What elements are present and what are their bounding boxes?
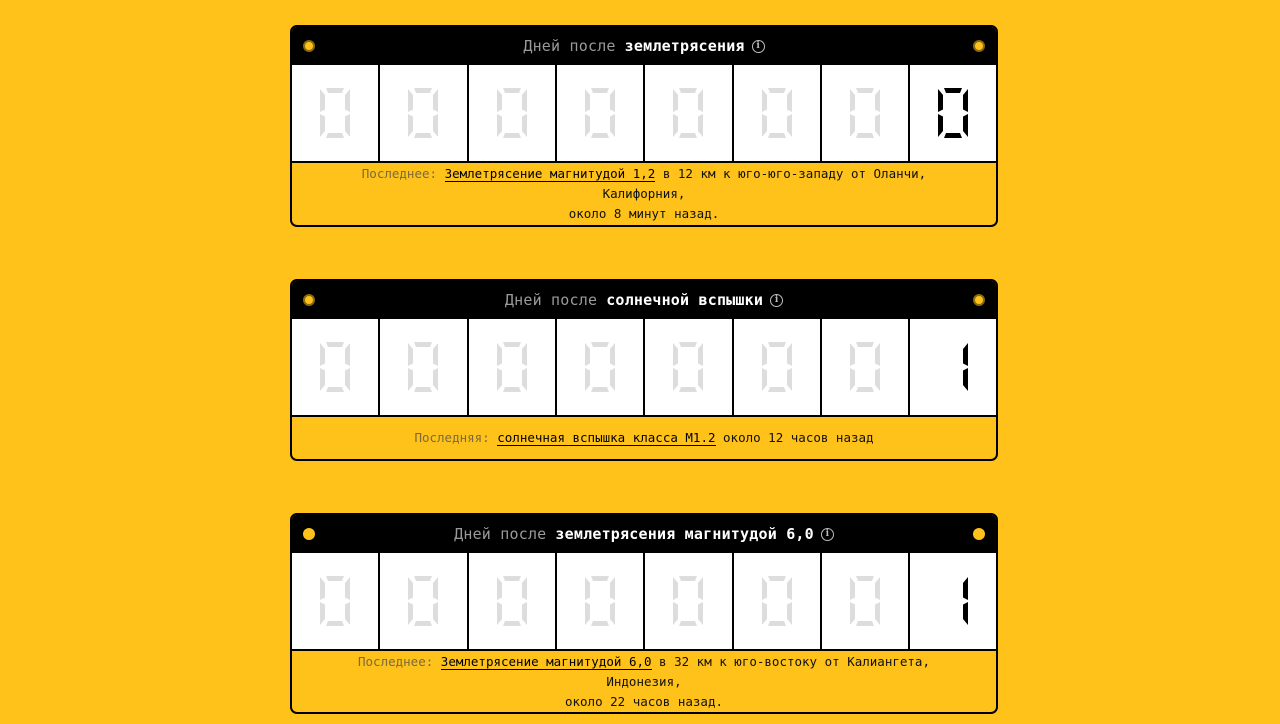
- digit-segment: [503, 342, 521, 347]
- digit-segment: [433, 114, 438, 137]
- digit-segment: [345, 602, 350, 625]
- digit-cell: [645, 65, 731, 161]
- digit-segment: [497, 368, 502, 391]
- digit-segment: [938, 114, 943, 137]
- board-footer: [292, 417, 996, 459]
- digit-segment: [787, 577, 792, 600]
- digit-segment: [414, 133, 432, 138]
- digit-segment: [762, 114, 767, 137]
- digit-segment: [762, 343, 767, 366]
- digit-cell: [822, 553, 908, 649]
- digit-segment: [497, 89, 502, 112]
- digit-segment: [326, 342, 344, 347]
- seven-segment-digit: [315, 85, 355, 141]
- digit-segment: [610, 343, 615, 366]
- digit-segment: [679, 342, 697, 347]
- digit-segment: [850, 577, 855, 600]
- counter-board-earthquake: [290, 25, 998, 227]
- digit-cell: [292, 319, 378, 415]
- seven-segment-digit: [845, 85, 885, 141]
- digit-segment: [345, 89, 350, 112]
- digit-segment: [963, 368, 968, 391]
- seven-segment-digit: [580, 573, 620, 629]
- digit-cell: [380, 553, 466, 649]
- digit-segment: [875, 577, 880, 600]
- digit-segment: [856, 133, 874, 138]
- digit-segment: [503, 133, 521, 138]
- digit-segment: [850, 602, 855, 625]
- digit-segment: [850, 89, 855, 112]
- seven-segment-digit: [492, 573, 532, 629]
- digit-segment: [408, 114, 413, 137]
- counter-board-solar-flare: [290, 279, 998, 461]
- seven-segment-digit: [315, 339, 355, 395]
- seven-segment-digit: [757, 339, 797, 395]
- digit-segment: [856, 342, 874, 347]
- digit-segment: [679, 387, 697, 392]
- digit-segment: [787, 343, 792, 366]
- digit-cell: [910, 553, 996, 649]
- board-title-prefix: Дней после: [454, 525, 547, 543]
- digit-segment: [326, 133, 344, 138]
- digit-segment: [610, 89, 615, 112]
- seven-segment-digit: [845, 573, 885, 629]
- digit-segment: [320, 89, 325, 112]
- board-title: солнечной вспышки: [606, 291, 764, 309]
- digit-segment: [503, 621, 521, 626]
- digit-segment: [850, 343, 855, 366]
- digit-segment: [963, 89, 968, 112]
- digit-segment: [591, 387, 609, 392]
- digit-segment: [414, 88, 432, 93]
- digit-segment: [345, 114, 350, 137]
- board-title-prefix: Дней после: [504, 291, 598, 309]
- digit-segment: [433, 577, 438, 600]
- digit-segment: [673, 577, 678, 600]
- info-icon[interactable]: i: [752, 40, 765, 53]
- digit-segment: [408, 602, 413, 625]
- digit-segment: [414, 342, 432, 347]
- digit-segment: [320, 114, 325, 137]
- digit-cell: [292, 553, 378, 649]
- digit-segment: [673, 89, 678, 112]
- digit-segment: [320, 577, 325, 600]
- digit-segment: [673, 602, 678, 625]
- digit-segment: [679, 88, 697, 93]
- digit-segment: [433, 89, 438, 112]
- digit-segment: [679, 621, 697, 626]
- digit-segment: [591, 88, 609, 93]
- screw-icon: [303, 40, 315, 52]
- digit-segment: [408, 89, 413, 112]
- digit-cell: [557, 319, 643, 415]
- digit-segment: [326, 88, 344, 93]
- digit-cell: [645, 319, 731, 415]
- digit-segment: [408, 577, 413, 600]
- digit-display: [292, 65, 996, 163]
- digit-segment: [787, 368, 792, 391]
- digit-cell: [822, 65, 908, 161]
- screw-icon: [973, 40, 985, 52]
- footer-label: Последнее:: [361, 166, 438, 181]
- footer-label: Последнее:: [358, 653, 434, 669]
- digit-segment: [610, 577, 615, 600]
- latest-event-link[interactable]: Землетрясение магнитудой 1,2: [444, 166, 656, 181]
- seven-segment-digit: [580, 85, 620, 141]
- seven-segment-digit: [845, 339, 885, 395]
- digit-segment: [414, 621, 432, 626]
- digit-segment: [768, 342, 786, 347]
- digit-segment: [875, 114, 880, 137]
- board-footer: [292, 163, 996, 225]
- digit-segment: [875, 343, 880, 366]
- digit-cell: [910, 319, 996, 415]
- digit-segment: [497, 114, 502, 137]
- latest-event-link[interactable]: солнечная вспышка класса M1.2: [497, 430, 716, 445]
- digit-segment: [768, 133, 786, 138]
- digit-segment: [591, 133, 609, 138]
- digit-segment: [610, 114, 615, 137]
- digit-segment: [522, 577, 527, 600]
- digit-segment: [698, 89, 703, 112]
- screw-icon: [303, 294, 315, 306]
- digit-segment: [679, 576, 697, 581]
- digit-cell: [734, 65, 820, 161]
- seven-segment-digit: [933, 573, 973, 629]
- footer-text: в 32 км к юго-востоку от Калиангета, Индонезия,: [606, 653, 930, 689]
- digit-segment: [856, 88, 874, 93]
- board-title: землетрясения: [624, 37, 745, 55]
- seven-segment-digit: [580, 339, 620, 395]
- seven-segment-digit: [492, 85, 532, 141]
- board-header: [292, 27, 996, 65]
- board-title-prefix: Дней после: [523, 37, 616, 55]
- digit-cell: [380, 65, 466, 161]
- digit-cell: [557, 65, 643, 161]
- seven-segment-digit: [668, 339, 708, 395]
- digit-segment: [503, 88, 521, 93]
- seven-segment-digit: [492, 339, 532, 395]
- digit-segment: [944, 133, 962, 138]
- latest-event-link[interactable]: Землетрясение магнитудой 6,0: [440, 653, 652, 669]
- digit-segment: [963, 343, 968, 366]
- digit-segment: [433, 368, 438, 391]
- board-title: землетрясения магнитудой 6,0: [555, 525, 814, 543]
- digit-segment: [345, 368, 350, 391]
- digit-segment: [963, 602, 968, 625]
- digit-segment: [585, 114, 590, 137]
- digit-cell: [469, 65, 555, 161]
- footer-time: около 22 часов назад.: [564, 693, 724, 709]
- board-header: [292, 515, 996, 553]
- digit-segment: [768, 88, 786, 93]
- digit-segment: [522, 89, 527, 112]
- digit-segment: [875, 89, 880, 112]
- seven-segment-digit: [668, 85, 708, 141]
- digit-segment: [698, 368, 703, 391]
- digit-segment: [768, 576, 786, 581]
- screw-icon: [973, 528, 985, 540]
- info-icon[interactable]: i: [770, 294, 783, 307]
- digit-segment: [585, 343, 590, 366]
- digit-segment: [679, 133, 697, 138]
- digit-segment: [762, 602, 767, 625]
- digit-segment: [591, 342, 609, 347]
- footer-text: в 12 км к юго-юго-западу от Оланчи, Калифорния,: [602, 166, 927, 201]
- digit-segment: [698, 343, 703, 366]
- digit-display: [292, 319, 996, 417]
- seven-segment-digit: [403, 339, 443, 395]
- footer-label: Последняя:: [414, 430, 490, 445]
- digit-cell: [469, 553, 555, 649]
- board-footer: [292, 651, 996, 712]
- digit-segment: [326, 387, 344, 392]
- digit-cell: [910, 65, 996, 161]
- digit-segment: [856, 576, 874, 581]
- digit-segment: [497, 602, 502, 625]
- digit-segment: [850, 114, 855, 137]
- digit-cell: [292, 65, 378, 161]
- board-header: [292, 281, 996, 319]
- digit-segment: [875, 602, 880, 625]
- digit-segment: [610, 602, 615, 625]
- digit-segment: [585, 602, 590, 625]
- digit-segment: [698, 602, 703, 625]
- digit-segment: [768, 621, 786, 626]
- digit-segment: [591, 621, 609, 626]
- digit-segment: [320, 602, 325, 625]
- digit-segment: [503, 576, 521, 581]
- digit-segment: [433, 602, 438, 625]
- digit-segment: [856, 387, 874, 392]
- digit-segment: [326, 621, 344, 626]
- digit-segment: [320, 343, 325, 366]
- digit-segment: [768, 387, 786, 392]
- digit-cell: [557, 553, 643, 649]
- digit-segment: [497, 577, 502, 600]
- digit-segment: [762, 89, 767, 112]
- digit-segment: [414, 576, 432, 581]
- digit-segment: [320, 368, 325, 391]
- digit-segment: [503, 387, 521, 392]
- digit-segment: [345, 577, 350, 600]
- digit-segment: [522, 602, 527, 625]
- digit-segment: [938, 89, 943, 112]
- seven-segment-digit: [668, 573, 708, 629]
- digit-cell: [645, 553, 731, 649]
- digit-segment: [414, 387, 432, 392]
- digit-segment: [850, 368, 855, 391]
- digit-segment: [585, 368, 590, 391]
- footer-time: около 8 минут назад.: [568, 206, 720, 221]
- digit-segment: [673, 114, 678, 137]
- screw-icon: [303, 528, 315, 540]
- digit-segment: [408, 343, 413, 366]
- seven-segment-digit: [933, 85, 973, 141]
- digit-segment: [345, 343, 350, 366]
- counter-board-earthquake-m6: [290, 513, 998, 714]
- digit-segment: [673, 343, 678, 366]
- seven-segment-digit: [403, 573, 443, 629]
- seven-segment-digit: [315, 573, 355, 629]
- info-icon[interactable]: i: [821, 528, 834, 541]
- digit-segment: [762, 577, 767, 600]
- digit-segment: [408, 368, 413, 391]
- footer-text: около 12 часов назад: [723, 430, 874, 445]
- digit-segment: [522, 114, 527, 137]
- digit-segment: [522, 368, 527, 391]
- seven-segment-digit: [933, 339, 973, 395]
- digit-cell: [734, 319, 820, 415]
- digit-segment: [326, 576, 344, 581]
- digit-segment: [698, 114, 703, 137]
- digit-segment: [497, 343, 502, 366]
- digit-segment: [433, 343, 438, 366]
- digit-display: [292, 553, 996, 651]
- digit-segment: [963, 577, 968, 600]
- digit-segment: [787, 89, 792, 112]
- digit-segment: [787, 114, 792, 137]
- digit-segment: [585, 577, 590, 600]
- digit-segment: [673, 368, 678, 391]
- digit-segment: [591, 576, 609, 581]
- seven-segment-digit: [757, 85, 797, 141]
- digit-segment: [762, 368, 767, 391]
- digit-segment: [585, 89, 590, 112]
- digit-cell: [469, 319, 555, 415]
- digit-cell: [734, 553, 820, 649]
- digit-segment: [944, 88, 962, 93]
- digit-cell: [822, 319, 908, 415]
- seven-segment-digit: [757, 573, 797, 629]
- digit-segment: [787, 602, 792, 625]
- digit-segment: [963, 114, 968, 137]
- digit-segment: [610, 368, 615, 391]
- digit-segment: [522, 343, 527, 366]
- digit-segment: [698, 577, 703, 600]
- seven-segment-digit: [403, 85, 443, 141]
- digit-cell: [380, 319, 466, 415]
- digit-segment: [856, 621, 874, 626]
- digit-segment: [875, 368, 880, 391]
- screw-icon: [973, 294, 985, 306]
